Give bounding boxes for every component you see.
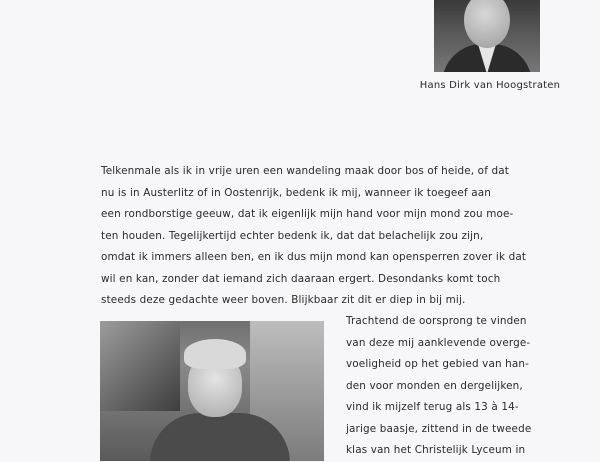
paragraph-line: ten houden. Tegelijkertijd echter bedenk ik, dat dat belachelijk zou zijn,	[101, 229, 484, 242]
side-line: voeligheid op het gebied van han-	[346, 358, 530, 370]
side-line: Trachtend de oorsprong te vinden	[346, 315, 527, 327]
portrait-caption: Hans Dirk van Hoogstraten	[419, 80, 561, 91]
paragraph-line: omdat ik immers alleen ben, en ik dus mijn mond kan opensperren zover ik dat	[101, 251, 527, 263]
portrait-photo	[434, 0, 540, 72]
paragraph-line: nu is in Austerlitz of in Oostenrijk, bedenk ik mij, wanneer ik toegeef aan	[101, 186, 491, 199]
side-line: van deze mij aanklevende overge-	[346, 336, 531, 349]
side-line: jarige baasje, zittend in de tweede	[346, 422, 532, 435]
paragraph-line: steeds deze gedachte weer boven. Blijkbaar zit dit er diep in bij mij.	[101, 294, 466, 306]
side-line: den voor monden en dergelijken,	[346, 379, 523, 392]
side-paragraph	[346, 311, 536, 462]
paragraph-line: een rondborstige geeuw, dat ik eigenlijk mijn hand voor mijn mond zou moe-	[101, 208, 514, 220]
paragraph-line: wil en kan, zonder dat iemand zich daaraan ergert. Desondanks komt toch	[101, 272, 501, 285]
side-line: klas van het Christelijk Lyceum in	[346, 444, 526, 456]
side-line: vind ik mijzelf terug als 13 à 14-	[346, 401, 519, 413]
main-paragraph	[101, 161, 526, 312]
boy-photo	[100, 321, 324, 461]
paragraph-line: Telkenmale als ik in vrije uren een wandeling maak door bos of heide, of dat	[101, 165, 509, 177]
